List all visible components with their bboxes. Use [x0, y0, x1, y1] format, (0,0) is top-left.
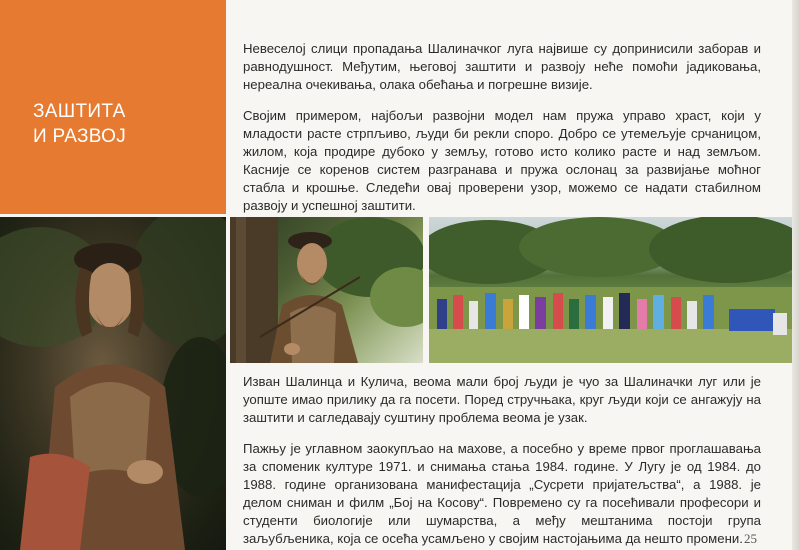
portrait-photo-illustration: [0, 217, 226, 550]
section-title-line-2: И РАЗВОЈ: [33, 126, 126, 147]
paragraph-3: Изван Шалинца и Кулича, веома мали број људи је чуо за Шалиначки луг или је уопште имао прилику да га посети. Поред стручњака, круг људи који се ангажују на заштити и сагледавају суштину проблема веома је узак.: [243, 374, 761, 425]
group-photo-illustration: [429, 217, 795, 363]
section-title: [33, 99, 213, 149]
portrait-photo: [0, 217, 226, 550]
section-title-line-1: ЗАШТИТА: [33, 101, 126, 122]
archer-photo-illustration: [230, 217, 423, 363]
page-spine-shadow: [792, 0, 799, 550]
paragraph-1: Невеселој слици пропадања Шалиначког луга највише су допринисили заборав и равнодушност. Међутим, његовој заштити и развоју неће помоћи јадиковања, нереална очекивања, олака обећања и погрешне визије.: [243, 41, 761, 92]
archer-photo: [230, 217, 423, 363]
paragraph-2: Својим примером, најбољи развојни модел нам пружа управо храст, који у младости расте стрпљиво, људи би рекли споро. Добро се утемељује срчаницом, жилом, која продире дубоко у земљу, готово исто колико расте и над земљом. Касније се коренов систем разгранава и пружа ослонац за развијање моћног стабла и крошње. Следећи овај проверени узор, можемо се надати стабилном развоју и успешној заштити.: [243, 108, 761, 213]
group-photo: [429, 217, 795, 363]
page-number: 25: [744, 531, 757, 546]
paragraph-4: Пажњу је углавном заокупљао на маховe, а посебно у време првог проглашавања за споменик културе 1971. и снимања стања 1984. године. У Лугу је од 1984. до 1988. године организована манифестација „Сусрети пријатељства“, а 1988. је делом сниман и филм „Бој на Косову“. Повремено су га посећивали професори и студенти биологије или шумарства, а међу мештанима постоји група заљубљеника, која се осећа усамљено у својим настојањима да нешто промени.: [243, 441, 761, 546]
section-header-block: [0, 0, 226, 214]
